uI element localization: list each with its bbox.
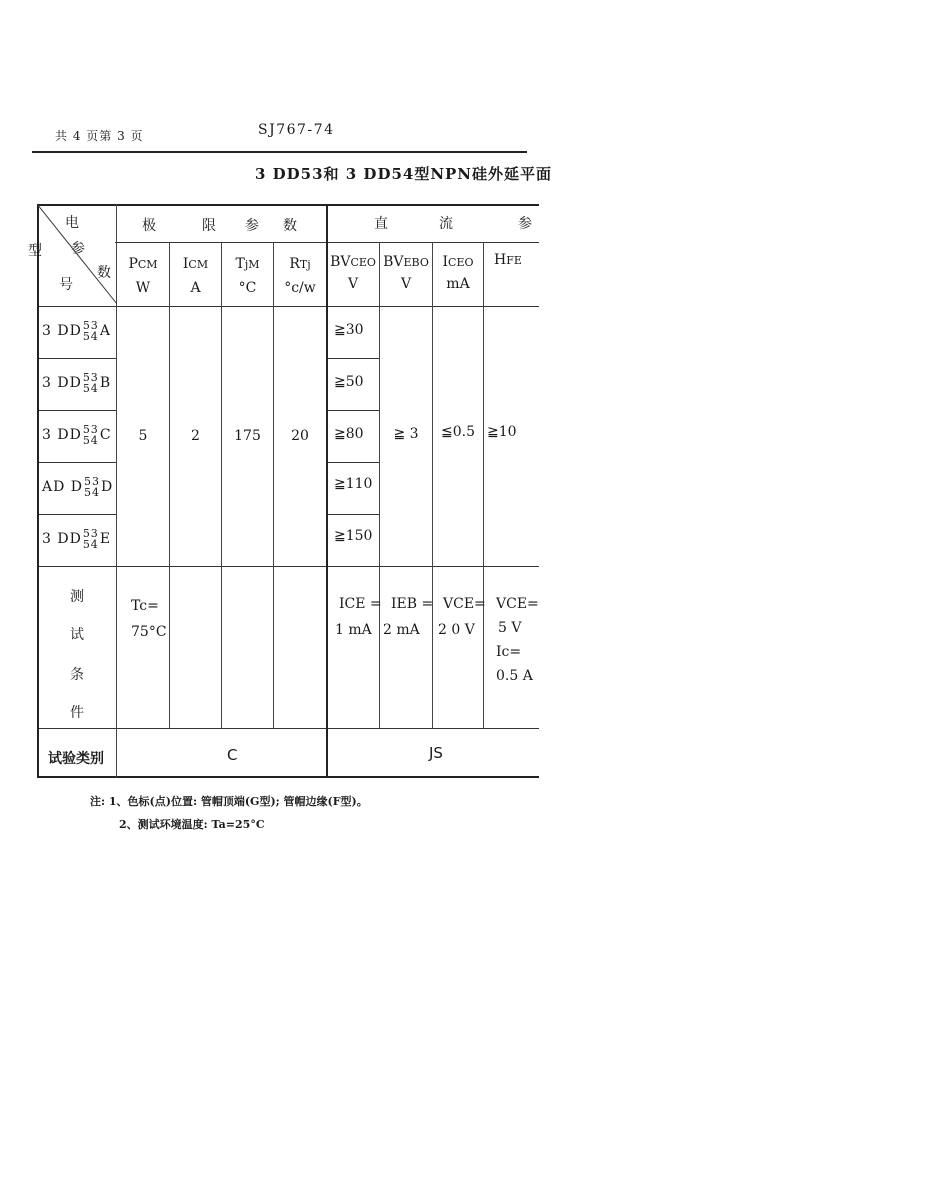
group-dc-1: 流 (439, 216, 453, 232)
model-sup: 53 (82, 423, 99, 436)
icm-value: 2 (191, 428, 200, 444)
col-unit-pcm: W (135, 280, 151, 296)
category-limits: C (227, 746, 238, 764)
column-divider (483, 242, 484, 728)
col-sub: CEO (448, 256, 474, 269)
col-sym: I (442, 254, 449, 270)
row-line (327, 410, 379, 411)
model-prefix: AD D (42, 479, 84, 495)
model-prefix: 3 DD (42, 427, 82, 443)
model-row-b (42, 372, 111, 394)
col-sub: FE (506, 254, 522, 267)
group-limits-1: 限 (202, 218, 216, 234)
column-divider (221, 242, 222, 728)
hfe-value: ≧10 (487, 424, 517, 440)
model-suffix: D (101, 479, 114, 495)
col-sub: EBO (403, 256, 429, 269)
row-line (327, 358, 379, 359)
model-sub: 54 (82, 382, 99, 395)
conditions-label-1: 试 (70, 627, 84, 643)
col-sub: CM (188, 258, 209, 271)
corner-bottom: 号 (59, 277, 73, 293)
model-sub: 54 (82, 434, 99, 447)
col-header-hfe (484, 252, 532, 268)
corner-top: 电 (65, 215, 79, 231)
conditions-label-2: 条 (70, 667, 84, 683)
row-line (327, 462, 379, 463)
model-prefix: 3 DD (42, 375, 82, 391)
model-prefix: 3 DD (42, 323, 82, 339)
group-limits-2: 参 (245, 218, 259, 234)
row-line (37, 514, 117, 515)
group-limits-3: 数 (283, 218, 297, 234)
row-line (37, 462, 117, 463)
col-sub: CEO (350, 256, 376, 269)
column-divider (432, 242, 433, 728)
model-suffix: B (99, 375, 112, 391)
group-dc-2: 参 (518, 216, 532, 232)
model-sup: 53 (84, 475, 101, 488)
model-row-d (42, 476, 113, 498)
note-2: 2、测试环境温度: Ta=25°C (119, 818, 265, 831)
cond-pcm-line2: 75°C (131, 624, 167, 640)
bvceo-value-c: ≧80 (334, 426, 364, 442)
cond-hfe-line2: 5 V (498, 620, 522, 636)
cond-iceo-line2: 2 0 V (438, 622, 475, 638)
model-sup: 53 (82, 527, 99, 540)
corner-mid: 参 (71, 241, 85, 257)
bvceo-value-e: ≧150 (334, 528, 373, 544)
col-sym: R (289, 256, 300, 272)
model-sub: 54 (82, 330, 99, 343)
model-suffix: E (99, 531, 112, 547)
conditions-label-0: 测 (70, 589, 84, 605)
column-divider (273, 242, 274, 728)
page-info: 共 4 页第 3 页 (55, 129, 144, 143)
category-label: 试验类别 (48, 751, 104, 767)
col-unit-bvceo: V (347, 276, 359, 292)
bvceo-value-a: ≧30 (334, 322, 364, 338)
col-unit-rtj: °c/w (284, 280, 316, 296)
col-unit-tjm: °C (238, 280, 257, 296)
column-divider (379, 242, 380, 728)
model-row-c (42, 424, 112, 446)
conditions-label-3: 件 (70, 705, 84, 721)
cond-hfe-line1: VCE= (496, 596, 539, 612)
pcm-value: 5 (138, 428, 148, 444)
col-sym: H (494, 252, 507, 268)
cond-hfe-line4: 0.5 A (496, 668, 533, 684)
col-unit-icm: A (190, 280, 201, 296)
cond-bvceo-line1: ICE = (339, 596, 382, 612)
model-suffix: C (99, 427, 112, 443)
col-sym: BV (330, 254, 351, 270)
cond-hfe-line3: Ic= (496, 644, 522, 660)
row-line (327, 514, 379, 515)
cond-iceo-line1: VCE= (443, 596, 486, 612)
col-sym: T (235, 256, 245, 272)
col-header-bvceo (327, 254, 379, 270)
col-header-tjm (222, 256, 273, 272)
category-top-line (37, 728, 539, 729)
corner-left: 型 (28, 243, 42, 259)
model-prefix: 3 DD (42, 531, 82, 547)
rtj-value: 20 (291, 428, 309, 444)
standard-number: SJ767-74 (258, 122, 335, 138)
category-dc: JS (429, 744, 443, 762)
model-sup: 53 (82, 319, 99, 332)
document-title: 3 DD53和 3 DD54型NPN硅外延平面 (255, 165, 553, 183)
cond-bvebo-line2: 2 mA (383, 622, 420, 638)
bvceo-value-d: ≧110 (334, 476, 373, 492)
col-header-iceo (433, 254, 483, 270)
bvceo-value-b: ≧50 (334, 374, 364, 390)
col-header-icm (170, 256, 221, 272)
model-sup: 53 (82, 371, 99, 384)
header-bottom-line (37, 306, 539, 307)
col-sub: CM (137, 258, 158, 271)
model-sub: 54 (82, 538, 99, 551)
model-row-a (42, 320, 111, 342)
header-rule (32, 151, 527, 153)
column-divider (169, 242, 170, 728)
tjm-value: 175 (234, 428, 261, 444)
col-sym: P (128, 256, 138, 272)
row-line (37, 410, 117, 411)
bvebo-value: ≧ 3 (393, 426, 419, 442)
col-header-pcm (117, 256, 169, 272)
col-header-rtj (274, 256, 326, 272)
cond-bvebo-line1: IEB = (391, 596, 434, 612)
corner-right: 数 (97, 265, 111, 281)
col-sym: BV (383, 254, 404, 270)
iceo-value: ≦0.5 (441, 424, 475, 440)
col-unit-bvebo: V (400, 276, 412, 292)
group-dc-0: 直 (374, 216, 388, 232)
model-sub: 54 (84, 486, 101, 499)
parameter-table (28, 204, 539, 786)
conditions-top-line (37, 566, 539, 567)
note-1: 注: 1、色标(点)位置: 管帽顶端(G型); 管帽边缘(F型)。 (90, 795, 368, 808)
col-sym: I (182, 256, 189, 272)
col-sub: Tj (299, 258, 311, 271)
col-unit-iceo: mA (446, 276, 470, 292)
cond-pcm-line1: Tc= (131, 598, 159, 614)
table-bottom-border (37, 776, 539, 778)
model-suffix: A (99, 323, 111, 339)
cond-bvceo-line2: 1 mA (335, 622, 372, 638)
model-row-e (42, 528, 111, 550)
col-header-bvebo (380, 254, 432, 270)
group-limits-0: 极 (142, 218, 156, 234)
row-line (37, 358, 117, 359)
col-sub: jM (244, 258, 260, 271)
